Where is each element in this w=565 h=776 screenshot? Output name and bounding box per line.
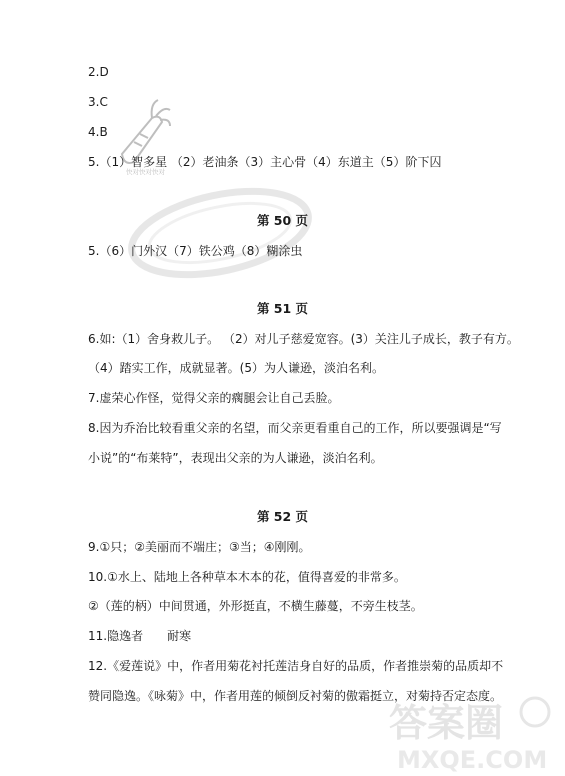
answer-line: ②（莲的柄）中间贯通，外形挺直，不横生藤蔓，不旁生枝茎。 [88,599,423,613]
answer-line: 2.D [88,65,109,79]
answer-line: 赞同隐逸。《咏菊》中，作者用莲的倾倒反衬菊的傲霜挺立，对菊持否定态度。 [88,689,503,703]
answer-line: 6.如:（1）舍身救儿子。 （2）对儿子慈爱宽容。(3）关注儿子成长，教子有方。 [88,332,519,346]
answer-line: 小说”的“布莱特”，表现出父亲的为人谦逊，淡泊名利。 [88,451,383,465]
answer-line: 5.（6）门外汉（7）铁公鸡（8）糊涂虫 [88,244,303,258]
answer-line: 12.《爱莲说》中，作者用菊花衬托莲洁身自好的品质，作者推崇菊的品质却不 [88,659,504,673]
brand-url: MXQE.COM [397,746,548,774]
answer-line: （4）踏实工作，成就显著。(5）为人谦逊，淡泊名利。 [88,361,384,375]
answer-line: 4.B [88,125,108,139]
page-heading-52: 第 52 页 [256,509,309,524]
stamp-watermark-icon [120,185,320,280]
brand-text: 答案圈 [389,701,504,745]
carrot-caption: 快对快对快对 [126,168,165,176]
page-heading-50: 第 50 页 [256,213,309,228]
answer-line: 8.因为乔治比较看重父亲的名望，而父亲更看重自己的工作，所以要强调是“写 [88,421,502,435]
brand-watermark-logo [385,688,560,774]
answer-line: 5.（1）智多星 （2）老油条（3）主心骨（4）东道主（5）阶下囚 [88,155,442,169]
answer-line: 7.虚荣心作怪，觉得父亲的瘸腿会让自己丢脸。 [88,391,340,405]
page-heading-51: 第 51 页 [256,301,309,316]
answer-line: 3.C [88,95,108,109]
answer-line: 10.①水上、陆地上各种草本木本的花，值得喜爱的非常多。 [88,570,406,584]
answer-line: 9.①只；②美丽而不端庄；③当；④刚刚。 [88,540,311,554]
answer-line: 11.隐逸者 耐寒 [88,629,192,643]
